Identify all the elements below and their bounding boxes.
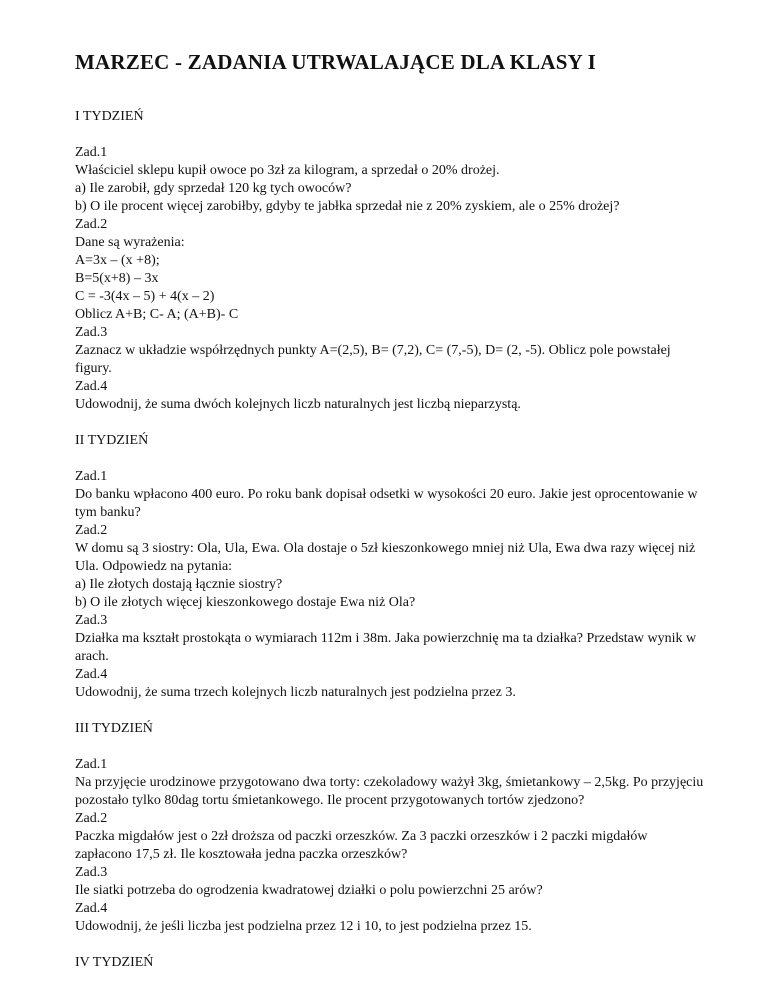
week-3-task-1-text: Na przyjęcie urodzinowe przygotowano dwa torty: czekoladowy ważył 3kg, śmietankowy – 2,5kg. Po przyjęciu pozostało tylko 80dag tortu śmietankowego. Ile procent przygotowanych tortów zjedzono? [75,775,704,808]
week-3-task-3-label: Zad.3 [75,865,108,880]
week-1-task-3-label: Zad.3 [75,325,108,340]
week-1-task-1-a: a) Ile zarobił, gdy sprzedał 120 kg tych owoców? [75,181,352,196]
week-2-task-1-label: Zad.1 [75,469,108,484]
week-1-task-2-instruction: Oblicz A+B; C- A; (A+B)- C [75,307,239,322]
week-1-task-1-text: Właściciel sklepu kupił owoce po 3zł za kilogram, a sprzedał o 20% drożej. [75,163,500,178]
week-2-task-1-text: Do banku wpłacono 400 euro. Po roku bank dopisał odsetki w wysokości 20 euro. Jakie jest oprocentowanie w tym banku? [75,487,698,520]
week-3-task-2-label: Zad.2 [75,811,108,826]
week-2-task-4-label: Zad.4 [75,667,108,682]
week-2-task-2-text: W domu są 3 siostry: Ola, Ula, Ewa. Ola dostaje o 5zł kieszonkowego mniej niż Ula, Ewa dwa razy więcej niż Ula. Odpowiedz na pytania: [75,541,696,574]
week-3-task-4-text: Udowodnij, że jeśli liczba jest podzielna przez 12 i 10, to jest podzielna przez 15. [75,919,532,934]
week-3-task-4-label: Zad.4 [75,901,108,916]
week-3-task-3-text: Ile siatki potrzeba do ogrodzenia kwadratowej działki o polu powierzchni 25 arów? [75,883,543,898]
week-1-task-3-text: Zaznacz w układzie współrzędnych punkty A=(2,5), B= (7,2), C= (7,-5), D= (2, -5). Oblicz pole powstałej figury. [75,343,671,376]
week-2-task-3-label: Zad.3 [75,613,108,628]
week-1-expression-a: A=3x – (x +8); [75,253,160,268]
week-2-task-3-text: Działka ma kształt prostokąta o wymiarach 112m i 38m. Jaka powierzchnię ma ta działka? Przedstaw wynik w arach. [75,631,697,664]
week-1-task-4-text: Udowodnij, że suma dwóch kolejnych liczb naturalnych jest liczbą nieparzystą. [75,397,521,412]
week-3-header: III TYDZIEŃ [75,721,153,736]
week-1-task-1-label: Zad.1 [75,145,108,160]
week-1-expression-c: C = -3(4x – 5) + 4(x – 2) [75,289,215,304]
week-2-task-4-text: Udowodnij, że suma trzech kolejnych liczb naturalnych jest podzielna przez 3. [75,685,516,700]
week-2-task-2-label: Zad.2 [75,523,108,538]
week-1-task-4-label: Zad.4 [75,379,108,394]
week-2-header: II TYDZIEŃ [75,433,149,448]
week-3-task-2-text: Paczka migdałów jest o 2zł droższa od paczki orzeszków. Za 3 paczki orzeszków i 2 paczki migdałów zapłacono 17,5 zł. Ile kosztowała jedna paczka orzeszków? [75,829,648,862]
week-2-task-2-a: a) Ile złotych dostają łącznie siostry? [75,577,283,592]
week-2-task-2-b: b) O ile złotych więcej kieszonkowego dostaje Ewa niż Ola? [75,595,416,610]
week-1-task-2-label: Zad.2 [75,217,108,232]
week-3-task-1-label: Zad.1 [75,757,108,772]
document-title: MARZEC - ZADANIA UTRWALAJĄCE DLA KLASY I [75,50,597,74]
week-1-task-1-b: b) O ile procent więcej zarobiłby, gdyby te jabłka sprzedał nie z 20% zyskiem, ale o 25% drożej? [75,199,620,214]
week-1-header: I TYDZIEŃ [75,109,144,124]
week-1-expression-b: B=5(x+8) – 3x [75,271,159,286]
week-1-task-2-text: Dane są wyrażenia: [75,235,185,250]
week-4-header: IV TYDZIEŃ [75,955,154,970]
